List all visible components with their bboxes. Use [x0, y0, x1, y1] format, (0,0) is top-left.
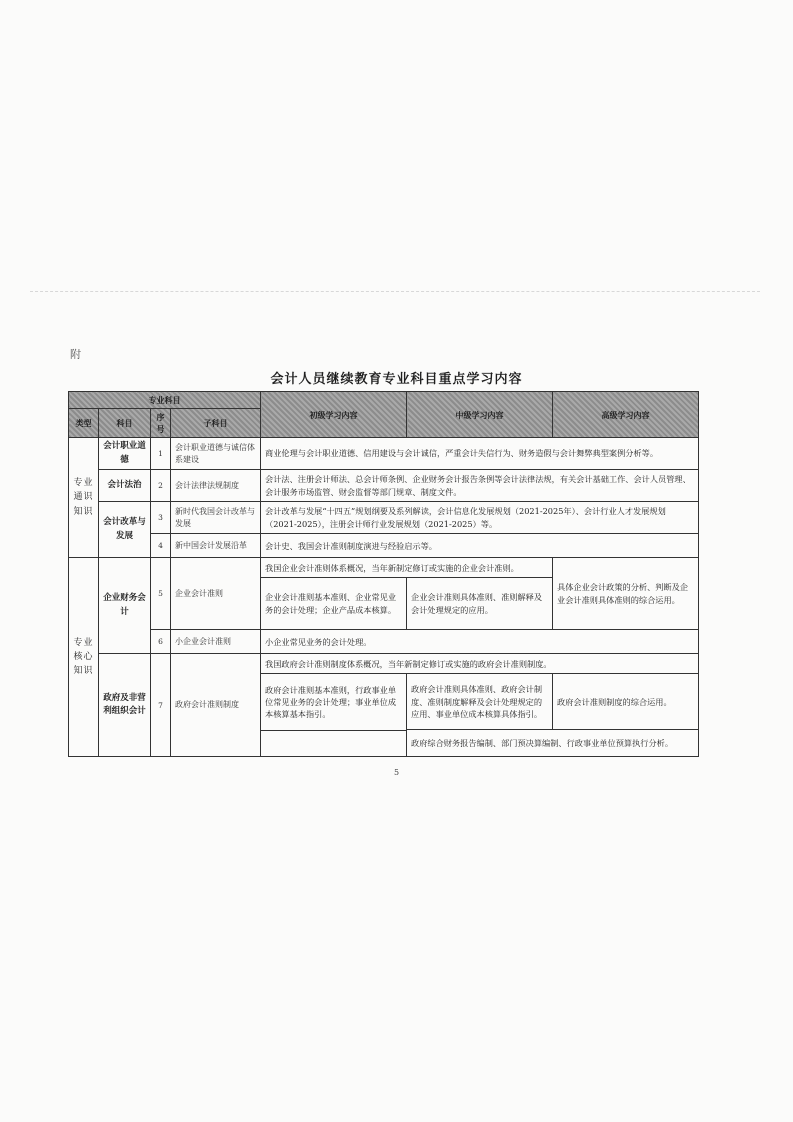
scan-artifact-line	[30, 291, 760, 292]
row-num: 4	[151, 534, 171, 558]
subject-reform: 会计改革与发展	[99, 502, 151, 558]
subitem: 新时代我国会计改革与发展	[171, 502, 261, 534]
table-row	[69, 534, 699, 558]
row-num: 2	[151, 470, 171, 502]
subject-law: 会计法治	[99, 470, 151, 502]
subitem: 小企业会计准则	[171, 630, 261, 654]
subject-ethics: 会计职业道德	[99, 438, 151, 470]
subitem: 政府会计准则制度	[171, 654, 261, 757]
content-all-levels: 会计改革与发展“十四五”规划纲要及系列解读，会计信息化发展规划（2021-2025年）、会计行业人才发展规划（2021-2025），注册会计师行业发展规划（2021-2025）等。	[261, 502, 699, 534]
table-row	[69, 438, 699, 470]
content-all-levels: 商业伦理与会计职业道德、信用建设与会计诚信，严重会计失信行为、财务造假与会计舞弊典型案例分析等。	[261, 438, 699, 470]
study-content-table	[68, 391, 699, 757]
attachment-label: 附	[70, 348, 81, 361]
subitem: 企业会计准则	[171, 558, 261, 630]
header-junior: 初级学习内容	[261, 392, 407, 438]
header-senior: 高级学习内容	[553, 392, 699, 438]
document-title: 会计人员继续教育专业科目重点学习内容	[270, 372, 523, 387]
type-general: 专业通识知识	[69, 438, 99, 558]
subject-government: 政府及非营利组织会计	[99, 654, 151, 757]
table-row	[69, 470, 699, 502]
content-budget: 政府综合财务报告编制、部门预决算编制、行政事业单位预算执行分析。	[407, 730, 699, 757]
content-senior: 政府会计准则制度的综合运用。	[553, 674, 699, 730]
content-all-levels: 会计法、注册会计师法、总会计师条例、企业财务会计报告条例等会计法律法规，有关会计基础工作、会计人员管理、会计服务市场监管、财会监督等部门规章、制度文件。	[261, 470, 699, 502]
header-seq: 序号	[151, 409, 171, 438]
type-core: 专业核心知识	[69, 558, 99, 757]
header-subject: 科目	[99, 409, 151, 438]
table-row	[69, 558, 699, 578]
header-intermediate: 中级学习内容	[407, 392, 553, 438]
content-overview: 我国企业会计准则体系概况，当年新制定修订或实施的企业会计准则。	[261, 558, 553, 578]
table-row	[69, 502, 699, 534]
content-junior: 政府会计准则基本准则，行政事业单位常见业务的会计处理；事业单位成本核算基本指引。	[261, 674, 407, 731]
subitem: 会计职业道德与诚信体系建设	[171, 438, 261, 470]
row-num: 6	[151, 630, 171, 654]
content-junior: 企业会计准则基本准则、企业常见业务的会计处理；企业产品成本核算。	[261, 578, 407, 630]
content-intermediate: 政府会计准则具体准则、政府会计制度、准则制度解释及会计处理规定的应用、事业单位成本核算具体指引。	[407, 674, 553, 730]
table-row	[69, 630, 699, 654]
subject-enterprise: 企业财务会计	[99, 558, 151, 654]
content-senior: 具体企业会计政策的分析、判断及企业会计准则具体准则的综合运用。	[553, 558, 699, 630]
header-type: 类型	[69, 409, 99, 438]
subitem: 会计法律法规制度	[171, 470, 261, 502]
content-intermediate: 企业会计准则具体准则、准则解释及会计处理规定的应用。	[407, 578, 553, 630]
content-junior-empty	[261, 731, 407, 757]
content-all-levels: 小企业常见业务的会计处理。	[261, 630, 699, 654]
row-num: 5	[151, 558, 171, 630]
table-row	[69, 654, 699, 674]
subitem: 新中国会计发展沿革	[171, 534, 261, 558]
header-group: 专业科目	[69, 392, 261, 409]
row-num: 1	[151, 438, 171, 470]
row-num: 3	[151, 502, 171, 534]
page-number: 5	[393, 768, 400, 777]
content-all-levels: 会计史、我国会计准则制度演进与经验启示等。	[261, 534, 699, 558]
content-overview: 我国政府会计准则制度体系概况，当年新制定修订或实施的政府会计准则制度。	[261, 654, 699, 674]
header-subitem: 子科目	[171, 409, 261, 438]
row-num: 7	[151, 654, 171, 757]
